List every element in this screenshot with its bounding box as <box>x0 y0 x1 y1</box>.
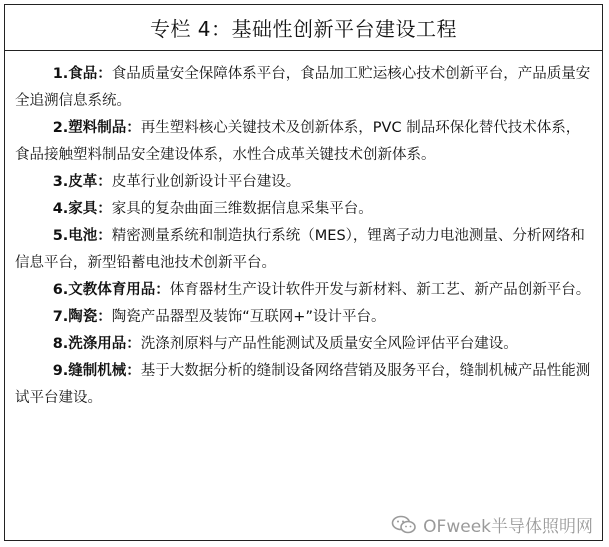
item-name: 塑料制品 <box>68 120 127 136</box>
item-text: 家具的复杂曲面三维数据信息采集平台。 <box>111 201 373 217</box>
item-number: 6. <box>52 282 69 298</box>
item-number: 1. <box>52 66 69 82</box>
item-text: 陶瓷产品器型及装饰“互联网+”设计平台。 <box>111 309 386 325</box>
item-name: 皮革 <box>68 174 98 190</box>
item-number: 7. <box>52 309 69 325</box>
item-text: 精密测量系统和制造执行系统（MES），锂离子动力电池测量、分析网络和信息平台，新型铅蓄电池技术创新平台。 <box>15 228 585 271</box>
list-item <box>15 115 592 169</box>
list-item <box>15 223 592 277</box>
item-name: 家具 <box>68 201 98 217</box>
item-name: 电池 <box>68 228 98 244</box>
item-sep: ： <box>97 174 112 190</box>
list-item <box>15 358 592 412</box>
item-sep: ： <box>97 201 112 217</box>
title-row <box>5 5 602 51</box>
list-item <box>15 304 592 331</box>
item-sep: ： <box>97 66 112 82</box>
list-item <box>15 61 592 115</box>
item-number: 9. <box>52 363 69 379</box>
item-name: 洗涤用品 <box>68 336 127 352</box>
item-text: 再生塑料核心关键技术及创新体系，PVC 制品环保化替代技术体系，食品接触塑料制品安全建设体系，水性合成革关键技术创新体系。 <box>15 120 581 163</box>
item-text: 食品质量安全保障体系平台，食品加工贮运核心技术创新平台，产品质量安全追溯信息系统。 <box>15 66 591 109</box>
item-sep: ： <box>97 228 112 244</box>
item-number: 2. <box>52 120 69 136</box>
item-name: 缝制机械 <box>68 363 127 379</box>
item-text: 体育器材生产设计软件开发与新材料、新工艺、新产品创新平台。 <box>169 282 591 298</box>
item-number: 8. <box>52 336 69 352</box>
item-text: 洗涤剂原料与产品性能测试及质量安全风险评估平台建设。 <box>140 336 518 352</box>
item-name: 陶瓷 <box>68 309 98 325</box>
item-text: 基于大数据分析的缝制设备网络营销及服务平台，缝制机械产品性能测试平台建设。 <box>15 363 591 406</box>
item-sep: ： <box>126 120 141 136</box>
item-name: 食品 <box>68 66 98 82</box>
list-item <box>15 331 592 358</box>
watermark-text: OFweek半导体照明网 <box>423 517 593 537</box>
item-name: 文教体育用品 <box>68 282 156 298</box>
item-list <box>5 51 602 412</box>
section-box <box>4 4 603 541</box>
item-sep: ： <box>126 363 141 379</box>
list-item <box>15 169 592 196</box>
item-text: 皮革行业创新设计平台建设。 <box>111 174 301 190</box>
wechat-icon <box>391 515 417 535</box>
item-sep: ： <box>155 282 170 298</box>
item-number: 5. <box>52 228 69 244</box>
item-sep: ： <box>97 309 112 325</box>
item-sep: ： <box>126 336 141 352</box>
box-title: 专栏 4：基础性创新平台建设工程 <box>149 17 458 41</box>
item-number: 3. <box>52 174 69 190</box>
list-item <box>15 196 592 223</box>
list-item <box>15 277 592 304</box>
item-number: 4. <box>52 201 69 217</box>
watermark <box>391 512 593 537</box>
